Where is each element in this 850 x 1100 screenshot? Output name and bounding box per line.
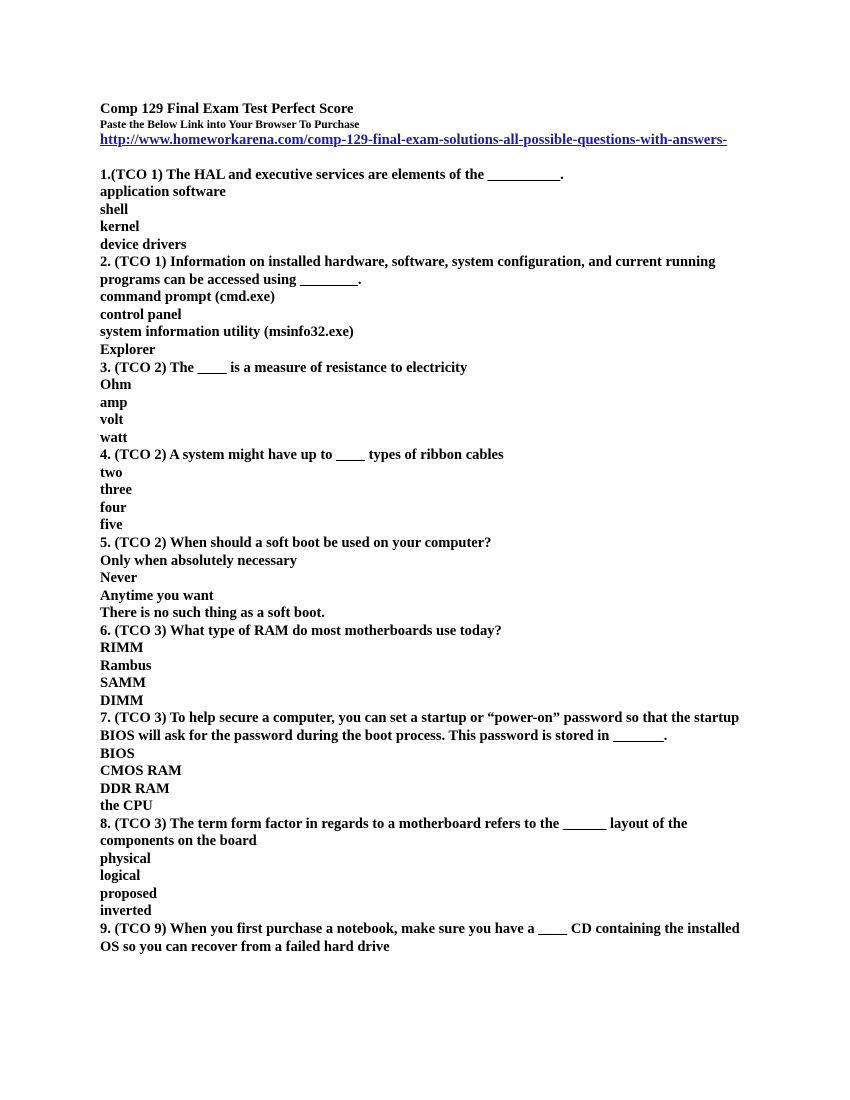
answer-option: RIMM: [100, 640, 144, 657]
question-4: [100, 447, 760, 535]
answer-option: proposed: [100, 885, 157, 902]
answer-option: Anytime you want: [100, 587, 214, 604]
answer-option: the CPU: [100, 798, 153, 815]
document-page: [100, 100, 760, 956]
answer-option: DDR RAM: [100, 780, 170, 797]
question-7: [100, 710, 760, 815]
answer-option: command prompt (cmd.exe): [100, 289, 275, 306]
answer-option: three: [100, 482, 132, 499]
answer-option: physical: [100, 850, 151, 867]
question-2: [100, 254, 760, 359]
answer-option: Ohm: [100, 377, 132, 394]
question-9: [100, 921, 760, 956]
answer-option: CMOS RAM: [100, 763, 182, 780]
answer-option: DIMM: [100, 692, 144, 709]
question-text: 9. (TCO 9) When you first purchase a notebook, make sure you have a ____ CD containing the installed OS so you can recover from a failed hard drive: [100, 921, 740, 955]
question-text: 3. (TCO 2) The ____ is a measure of resistance to electricity: [100, 359, 468, 376]
answer-option: shell: [100, 201, 129, 218]
answer-option: control panel: [100, 306, 182, 323]
question-text: 5. (TCO 2) When should a soft boot be used on your computer?: [100, 534, 492, 551]
answer-option: four: [100, 499, 127, 516]
answer-option: inverted: [100, 903, 152, 920]
question-text: 4. (TCO 2) A system might have up to ____ types of ribbon cables: [100, 447, 504, 464]
answer-option: system information utility (msinfo32.exe): [100, 324, 354, 341]
question-8: [100, 816, 760, 921]
answer-option: amp: [100, 394, 128, 411]
answer-option: Rambus: [100, 657, 152, 674]
answer-option: application software: [100, 184, 226, 201]
purchase-instruction: Paste the Below Link into Your Browser To Purchase: [100, 119, 360, 131]
question-text: 7. (TCO 3) To help secure a computer, you can set a startup or “power-on” password so that the startup BIOS will ask for the password during the boot process. This password is stored in _______.: [100, 710, 740, 744]
question-5: [100, 535, 760, 623]
answer-option: two: [100, 464, 123, 481]
question-text: 2. (TCO 1) Information on installed hardware, software, system configuration, and current running programs can be accessed using ________.: [100, 254, 716, 288]
spacer: [100, 150, 760, 167]
answer-option: SAMM: [100, 675, 146, 692]
answer-option: five: [100, 517, 123, 534]
question-text: 8. (TCO 3) The term form factor in regards to a motherboard refers to the ______ layout of the components on the board: [100, 815, 688, 850]
answer-option: There is no such thing as a soft boot.: [100, 605, 325, 622]
question-6: [100, 623, 760, 711]
answer-option: kernel: [100, 219, 140, 236]
purchase-link[interactable]: http://www.homeworkarena.com/comp-129-final-exam-solutions-all-possible-questions-with-answers-: [100, 132, 728, 148]
answer-option: device drivers: [100, 236, 187, 253]
question-text: 6. (TCO 3) What type of RAM do most motherboards use today?: [100, 622, 502, 639]
document-title: Comp 129 Final Exam Test Perfect Score: [100, 101, 354, 117]
answer-option: Explorer: [100, 341, 156, 358]
answer-option: volt: [100, 412, 124, 429]
answer-option: Never: [100, 570, 138, 587]
answer-option: Only when absolutely necessary: [100, 552, 297, 569]
question-3: [100, 360, 760, 448]
question-1: [100, 167, 760, 255]
question-text: 1.(TCO 1) The HAL and executive services are elements of the __________.: [100, 166, 564, 183]
answer-option: BIOS: [100, 745, 135, 762]
answer-option: logical: [100, 868, 141, 885]
answer-option: watt: [100, 429, 128, 446]
